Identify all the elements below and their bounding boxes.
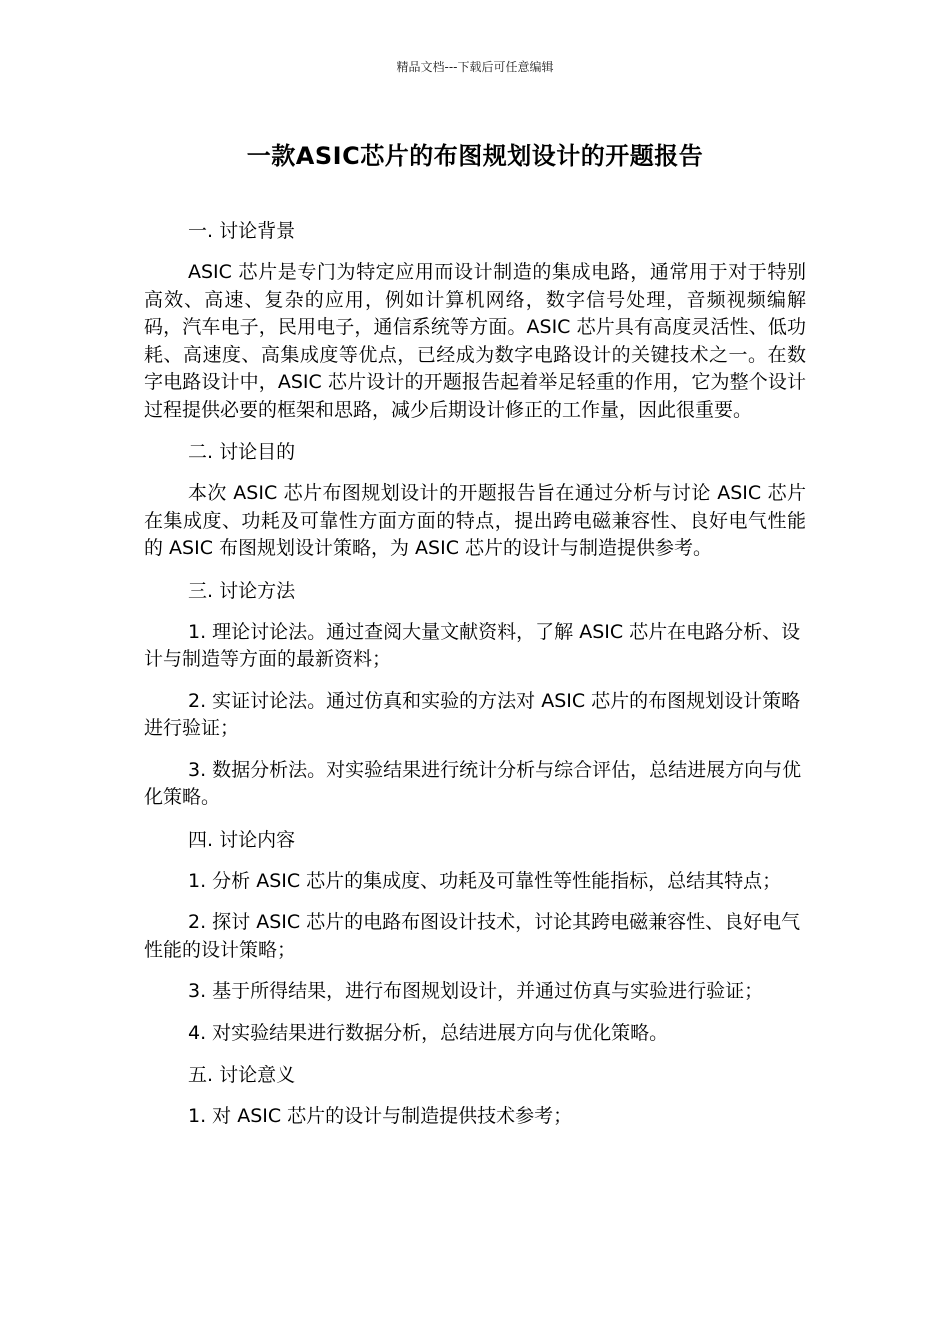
methods-item-1: 1. 理论讨论法。通过查阅大量文献资料，了解 ASIC 芯片在电路分析、设计与制造等方面的最新资料； — [144, 620, 801, 670]
section-heading-purpose: 二. 讨论目的 — [188, 441, 296, 463]
contents-item-4: 4. 对实验结果进行数据分析，总结进展方向与优化策略。 — [188, 1021, 669, 1044]
section-heading-methods: 三. 讨论方法 — [188, 579, 296, 602]
page-header: 精品文档---下载后可任意编辑 — [396, 60, 554, 74]
section-heading-background: 一. 讨论背景 — [188, 220, 296, 242]
document-body — [144, 217, 806, 1145]
document-title: 一款ASIC芯片的布图规划设计的开题报告 — [246, 142, 704, 170]
background-paragraph: ASIC 芯片是专门为特定应用而设计制造的集成电路，通常用于对于特别高效、高速、复杂的应用，例如计算机网络，数字信号处理，音频视频编解码，汽车电子，民用电子，通信系统等方面。ASIC 芯片具有高度灵活性、低功耗、高速度、高集成度等优点，已经成为数字电路设计的关键技术之一。在数字电路设计中，ASIC 芯片设计的开题报告起着举足轻重的作用，它为整个设计过程提供必要的框架和思路，减少后期设计修正的工作量，因此很重要。 — [144, 261, 806, 421]
methods-item-2: 2. 实证讨论法。通过仿真和实验的方法对 ASIC 芯片的布图规划设计策略进行验证； — [144, 689, 801, 739]
methods-item-3: 3. 数据分析法。对实验结果进行统计分析与综合评估，总结进展方向与优化策略。 — [144, 758, 802, 808]
contents-item-3: 3. 基于所得结果，进行布图规划设计，并通过仿真与实验进行验证； — [188, 980, 764, 1002]
significance-item-1: 1. 对 ASIC 芯片的设计与制造提供技术参考； — [188, 1105, 573, 1127]
section-heading-contents: 四. 讨论内容 — [188, 828, 296, 851]
section-heading-significance: 五. 讨论意义 — [188, 1064, 296, 1086]
contents-item-1: 1. 分析 ASIC 芯片的集成度、功耗及可靠性等性能指标，总结其特点； — [188, 869, 782, 892]
purpose-paragraph: 本次 ASIC 芯片布图规划设计的开题报告旨在通过分析与讨论 ASIC 芯片在集成度、功耗及可靠性方面方面的特点，提出跨电磁兼容性、良好电气性能的 ASIC 布图规划设计策略，为 ASIC 芯片的设计与制造提供参考。 — [144, 482, 806, 559]
contents-item-2: 2. 探讨 ASIC 芯片的电路布图设计技术，讨论其跨电磁兼容性、良好电气性能的设计策略； — [144, 911, 801, 961]
